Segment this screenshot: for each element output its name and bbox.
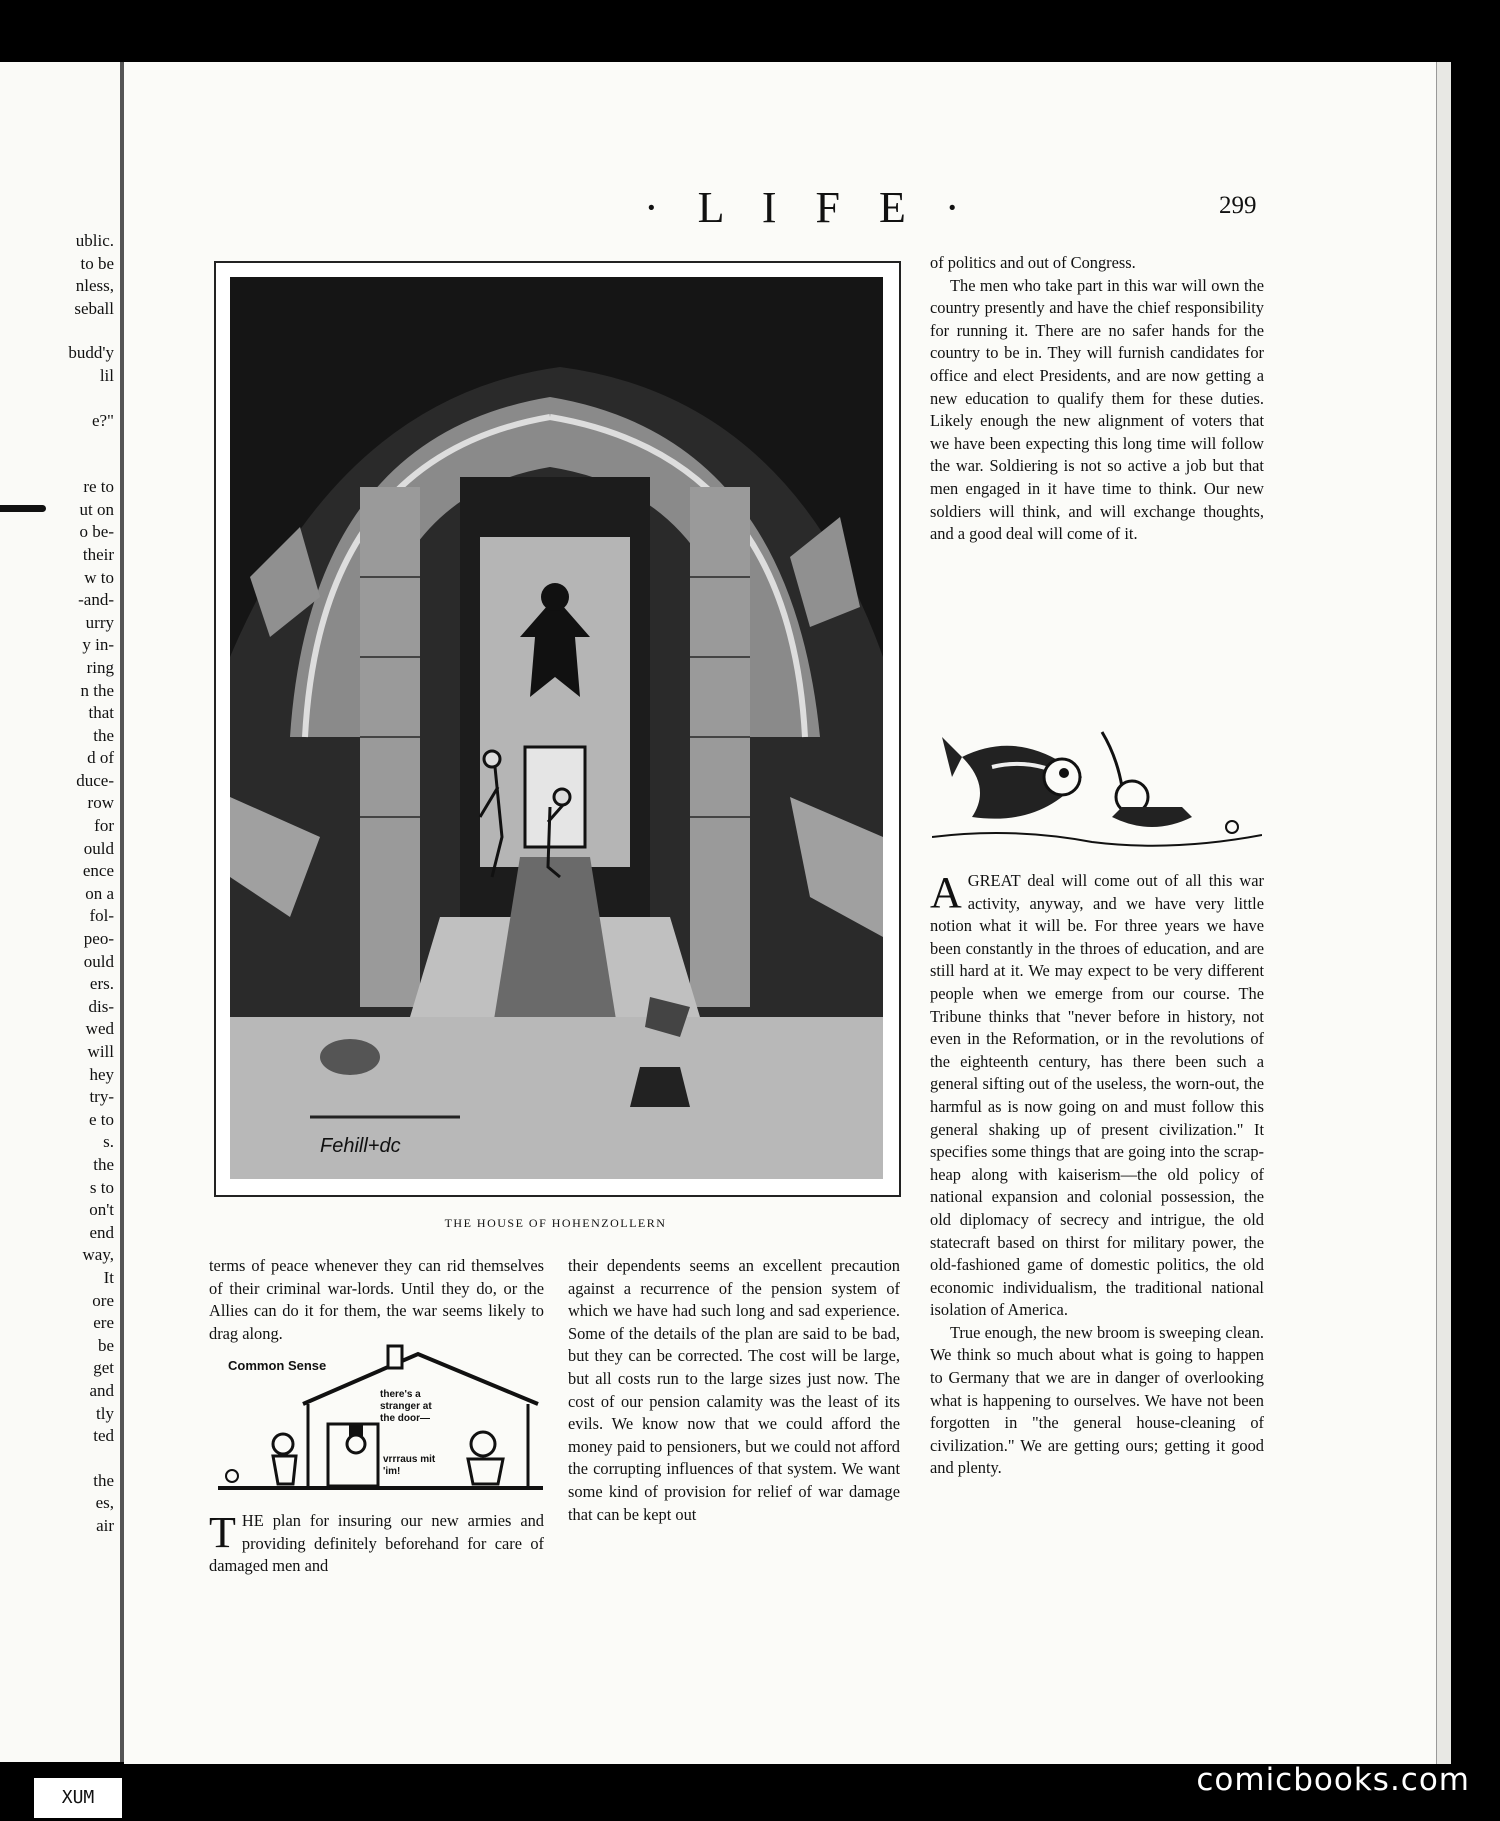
left-page-line <box>0 1448 120 1470</box>
left-page-line <box>0 454 120 476</box>
left-page-line: ere <box>93 1313 114 1333</box>
magazine-title: · L I F E · <box>644 183 974 232</box>
left-page-line: end <box>89 1222 114 1242</box>
left-page-line: ring <box>86 657 114 677</box>
drop-cap-t: T <box>209 1508 236 1557</box>
fish-cartoon <box>932 717 1262 857</box>
left-page-line: nless, <box>75 276 114 296</box>
left-page-line <box>0 320 120 342</box>
page-edge <box>1436 62 1451 1764</box>
drop-cap-a: A <box>930 868 962 917</box>
left-page-line: ould <box>83 838 114 858</box>
common-sense-cartoon <box>208 1344 553 1496</box>
column-a-bottom <box>209 1510 544 1578</box>
left-page-line: e?" <box>91 410 114 430</box>
left-page-line: y in- <box>82 635 114 655</box>
left-page-line: e to <box>88 1109 114 1129</box>
left-page-line: hey <box>89 1064 114 1084</box>
left-page-line: their <box>82 544 114 564</box>
cartoon-label: Common Sense <box>228 1358 327 1373</box>
speech-bubble-stranger: there's a stranger at the door— <box>380 1389 432 1424</box>
left-page-line: ould <box>83 951 114 971</box>
left-page-line: d of <box>87 748 114 768</box>
left-page-line: ublic. <box>75 231 114 250</box>
left-page-line: urry <box>85 612 114 632</box>
left-page-line: s to <box>89 1177 114 1197</box>
column-c-paragraph: The men who take part in this war will own the country presently and have the chief responsibility for running it. There are no safer hands for the country to be in. They will furnish candidates for office and elect Presidents, and are now getting a new education to qualify them for these duties. Likely enough the new alignment of voters that we have been expecting this long time will follow the war. Soldiering is not so active a job but that men engaged in it have time to think. Our new soldiers will think, and will exchange thoughts, and a good deal will come of it. <box>930 275 1264 544</box>
left-page-line: duce- <box>76 770 114 790</box>
left-page-line <box>0 432 120 454</box>
left-page-line: ut on <box>79 499 114 519</box>
left-page-line: get <box>93 1358 114 1378</box>
left-page-line: for <box>94 816 114 836</box>
left-page-line: o be- <box>79 522 114 542</box>
column-c-top <box>930 252 1264 546</box>
left-page-line: lil <box>99 365 114 385</box>
left-page-line: will <box>87 1042 114 1061</box>
left-page-line: the <box>93 1470 114 1490</box>
left-page-fragment <box>0 62 120 1762</box>
left-page-line: that <box>88 703 114 723</box>
column-c3-text: GREAT deal will come out of all this war activity, anyway, and we have very little notion what it will be. For three years we have been constantly in the throes of education, and are still hard at it. We may expect to be very different people when we emerge from our course. The Tribune thinks that "never before in history, not even in the Reformation, or in the revolutions of the eighteenth century, has there been such a general sifting out of the useless, the worn-out, the harmful as is now going on and must follow this general shaking up of present civilization." It specifies some things that are going into the scrap-heap along with kaiserism—the old policy of national expansion and colonial possession, the old diplomacy of secrecy and intrigue, the old statecraft based on thirst for military power, the old-fashioned game of domestic politics, the old economic individualism, the traditional national isolation of America. <box>930 871 1264 1320</box>
cartoon-image <box>230 277 883 1179</box>
throne-room-illustration <box>230 277 883 1179</box>
left-page-line: row <box>87 793 114 813</box>
left-page-line: n the <box>80 680 114 700</box>
column-b <box>568 1255 900 1526</box>
left-page-line: budd'y <box>68 343 114 363</box>
archive-stamp: XUM <box>32 1776 124 1820</box>
left-page-line: the <box>93 1154 114 1174</box>
left-page-line: tly <box>96 1403 114 1423</box>
artist-signature: Fehill+dc <box>320 1135 401 1157</box>
left-page-line: on a <box>85 883 114 903</box>
left-page-line: the <box>93 725 114 745</box>
fish-and-fisherman-illustration <box>932 717 1262 857</box>
left-page-line: w to <box>84 567 114 587</box>
left-page-line: ted <box>93 1426 114 1446</box>
left-page-line: re to <box>83 477 114 497</box>
left-page-rule <box>0 505 46 512</box>
left-page-line: try- <box>89 1087 114 1107</box>
left-page-line <box>0 388 120 410</box>
column-c-line1: of politics and out of Congress. <box>930 253 1136 272</box>
left-page-line: way, <box>82 1245 114 1265</box>
column-a2-text: HE plan for insuring our new armies and providing definitely beforehand for care of damaged men and <box>209 1511 544 1576</box>
speech-bubble-raus: vrrraus mit 'im! <box>383 1454 436 1477</box>
left-page-line: be <box>97 1335 114 1355</box>
left-page-line: to be <box>80 253 114 273</box>
left-page-line: ence <box>82 861 114 881</box>
left-page-line: ers. <box>89 974 114 994</box>
left-page-line: s. <box>103 1132 114 1152</box>
left-page-line: on't <box>89 1200 114 1220</box>
left-page-line: wed <box>85 1019 114 1039</box>
left-page-line: air <box>96 1515 114 1535</box>
column-c4-text: True enough, the new broom is sweeping clean. We think so much about what is going to happen to Germany that we are in danger of overlooking what is happening to ourselves. We have not been forgotten in "the general house-cleaning of civilization." We are getting ours; getting it good and plenty. <box>930 1322 1264 1478</box>
left-page-line: fol- <box>89 906 114 926</box>
left-page-line: It <box>103 1267 114 1287</box>
cartoon-caption: THE HOUSE OF HOHENZOLLERN <box>444 1216 667 1230</box>
column-a-text: terms of peace whenever they can rid themselves of their criminal war-lords. Until they do, or the Allies can do it for them, the war seems likely to drag along. <box>209 1256 544 1343</box>
left-page-line: and <box>89 1380 114 1400</box>
left-page-line: es, <box>95 1493 114 1513</box>
cartoon-frame <box>214 261 901 1197</box>
left-page-line: seball <box>74 298 114 318</box>
column-b-text: their dependents seems an excellent precaution against a recurrence of the pension system of which we have had such long and sad experience. Some of the details of the plan are said to be bad, but they can be corrected. The cost will be large, but all costs run to the large sizes just now. The cost of our pension calamity was the least of its evils. We know now that we could afford the money paid to pensioners, but we could not afford the corrupting influences of that system. We want some kind of provision for relief of war damage that can be kept out <box>568 1256 900 1524</box>
column-c-bottom <box>930 870 1264 1480</box>
left-page-line: dis- <box>88 996 114 1016</box>
left-page-line: peo- <box>83 929 114 949</box>
column-a-top <box>209 1255 544 1345</box>
left-page-line: -and- <box>78 590 114 610</box>
page-number: 299 <box>1219 192 1257 219</box>
left-page-line: ore <box>92 1290 114 1310</box>
magazine-page <box>124 62 1436 1764</box>
site-watermark: comicbooks.com <box>1196 1762 1470 1798</box>
